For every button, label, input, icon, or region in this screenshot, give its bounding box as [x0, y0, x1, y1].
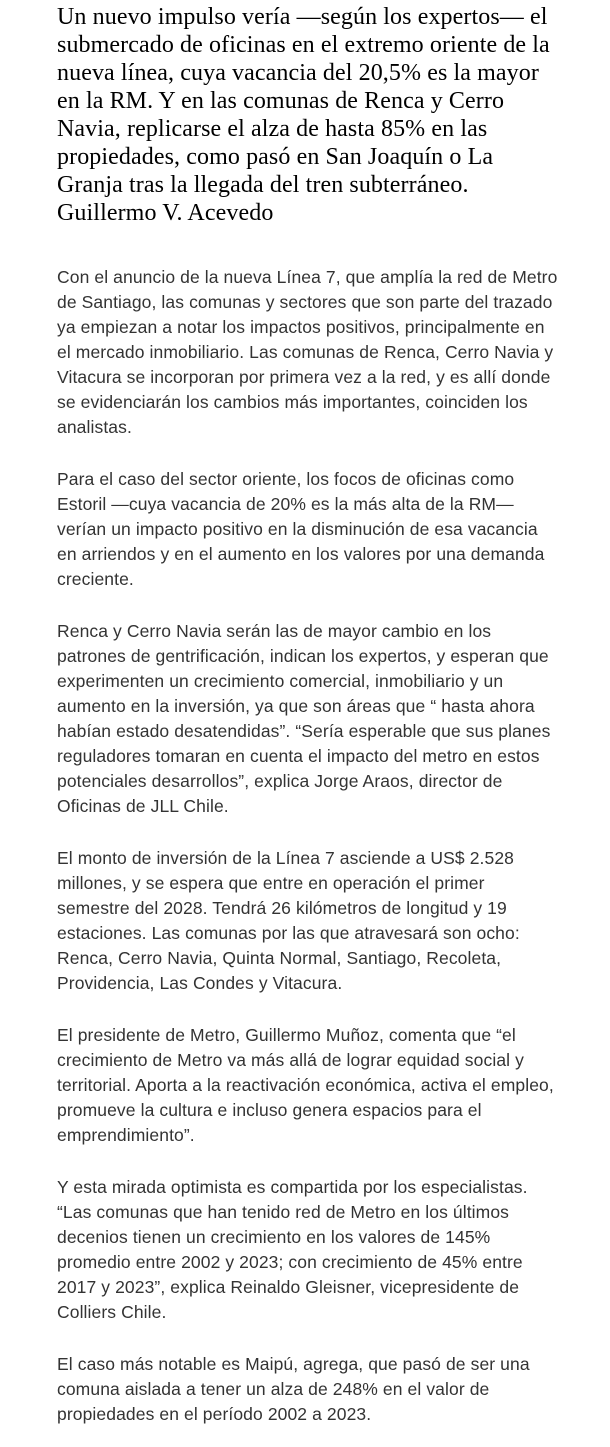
article-paragraph: Y esta mirada optimista es compartida por los especialistas. “Las comunas que han tenido red de Metro en los últimos decenios tienen un crecimiento en los valores de 145% promedio entre 2002 y 2023; con crecimiento de 45% entre 2017 y 2023”, explica Reinaldo Gleisner, vicepresidente de Colliers Chile. — [57, 1177, 528, 1322]
lede-block — [57, 3, 560, 227]
article-paragraph: El presidente de Metro, Guillermo Muñoz, comenta que “el crecimiento de Metro va más allá de lograr equidad social y territorial. Aporta a la reactivación económica, activa el empleo, promueve la cultura e incluso genera espacios para el emprendimiento”. — [57, 1025, 554, 1145]
article-paragraph: El monto de inversión de la Línea 7 asciende a US$ 2.528 millones, y se espera que entre en operación el primer semestre del 2028. Tendrá 26 kilómetros de longitud y 19 estaciones. Las comunas por las que atravesará son ocho: Renca, Cerro Navia, Quinta Normal, Santiago, Recoleta, Providencia, Las Condes y Vitacura. — [57, 848, 520, 993]
article-paragraph: Para el caso del sector oriente, los focos de oficinas como Estoril —cuya vacancia de 20% es la más alta de la RM— verían un impacto positivo en la disminución de esa vacancia en arriendos y en el aumento en los valores por una demanda creciente. — [57, 469, 545, 589]
author-byline: Guillermo V. Acevedo — [57, 200, 274, 226]
article-paragraph: Renca y Cerro Navia serán las de mayor cambio en los patrones de gentrificación, indican los expertos, y esperan que experimenten un crecimiento comercial, inmobiliario y un aumento en la inversión, ya que son áreas que “ hasta ahora habían estado desatendidas”. “Sería esperable que sus planes reguladores tomaran en cuenta el impacto del metro en estos potenciales desarrollos”, explica Jorge Araos, director de Oficinas de JLL Chile. — [57, 621, 551, 816]
lede-paragraph: Un nuevo impulso vería —según los expertos— el submercado de oficinas en el extremo oriente de la nueva línea, cuya vacancia del 20,5% es la mayor en la RM. Y en las comunas de Renca y Cerro Navia, replicarse el alza de hasta 85% en las propiedades, como pasó en San Joaquín o La Granja tras la llegada del tren subterráneo. — [57, 4, 550, 198]
article-paragraph: Con el anuncio de la nueva Línea 7, que amplía la red de Metro de Santiago, las comunas y sectores que son parte del trazado ya empiezan a notar los impactos positivos, principalmente en el mercado inmobiliario. Las comunas de Renca, Cerro Navia y Vitacura se incorporan por primera vez a la red, y es allí donde se evidenciarán los cambios más importantes, coinciden los analistas. — [57, 267, 558, 437]
article-paragraph: El caso más notable es Maipú, agrega, que pasó de ser una comuna aislada a tener un alza de 248% en el valor de propiedades en el período 2002 a 2023. — [57, 1354, 530, 1424]
